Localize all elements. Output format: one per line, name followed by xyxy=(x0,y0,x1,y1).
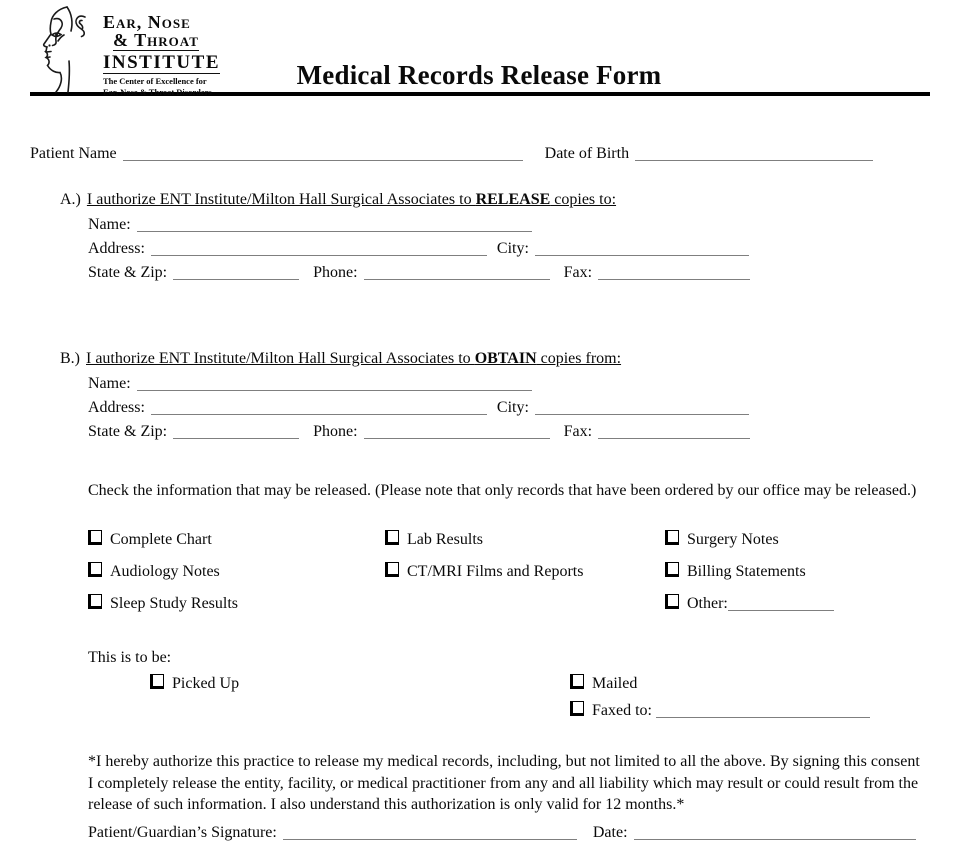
date-blank[interactable] xyxy=(634,824,916,840)
section-b-name-blank[interactable] xyxy=(137,375,532,391)
checkbox-label: Faxed to: xyxy=(592,702,652,719)
name-label: Name: xyxy=(88,216,131,233)
checkbox-icon[interactable] xyxy=(665,594,679,609)
checkbox-label: Complete Chart xyxy=(110,531,212,548)
section-b-obtain xyxy=(60,349,930,444)
checkbox-item-mailed[interactable] xyxy=(570,674,918,694)
section-b-heading xyxy=(60,349,930,369)
checkbox-icon[interactable] xyxy=(570,701,584,716)
section-a-city-blank[interactable] xyxy=(535,240,749,256)
section-b-obtain-keyword: OBTAIN xyxy=(474,350,537,367)
checkbox-icon[interactable] xyxy=(570,674,584,689)
checkbox-item-lab-results[interactable] xyxy=(385,530,665,550)
section-a-fields xyxy=(88,213,930,285)
checkbox-icon[interactable] xyxy=(385,530,399,545)
section-a-name-row xyxy=(88,213,930,237)
records-checklist xyxy=(88,530,918,614)
section-a-heading xyxy=(60,190,930,210)
logo-name-line2: & Throat xyxy=(113,30,199,50)
name-label: Name: xyxy=(88,375,131,392)
date-label: Date: xyxy=(592,823,628,841)
state-zip-label: State & Zip: xyxy=(88,264,168,281)
section-b-statezip-blank[interactable] xyxy=(173,423,299,439)
delivery-options xyxy=(88,674,918,721)
section-a-index: A.) xyxy=(60,191,81,208)
delivery-label: This is to be: xyxy=(88,649,172,666)
checklist-empty-cell xyxy=(385,594,665,614)
checkbox-item-other[interactable] xyxy=(665,594,918,614)
logo-name-line3: INSTITUTE xyxy=(103,52,220,73)
section-b-authorize-post: copies from: xyxy=(536,350,622,367)
fax-label: Fax: xyxy=(563,264,593,281)
section-a-statezip-row xyxy=(88,261,930,285)
phone-label: Phone: xyxy=(313,264,358,281)
checkbox-item-complete-chart[interactable] xyxy=(88,530,385,550)
section-a-address-row xyxy=(88,237,930,261)
section-b-name-row xyxy=(88,372,930,396)
fax-label: Fax: xyxy=(563,423,593,440)
signature-row xyxy=(88,822,930,844)
section-b-fax-blank[interactable] xyxy=(598,423,750,439)
checkbox-icon[interactable] xyxy=(665,562,679,577)
checkbox-icon[interactable] xyxy=(88,594,102,609)
faxed-to-blank[interactable] xyxy=(656,702,870,718)
checkbox-label: Sleep Study Results xyxy=(110,595,239,612)
section-a-statezip-blank[interactable] xyxy=(173,264,299,280)
date-of-birth-blank[interactable] xyxy=(635,145,873,161)
checkbox-item-faxed-to[interactable] xyxy=(570,701,918,721)
form-title: Medical Records Release Form xyxy=(296,60,662,90)
checkbox-icon[interactable] xyxy=(385,562,399,577)
release-note-text: Check the information that may be released. (Please note that only records that have been ordered by our office may be released.) xyxy=(88,482,917,499)
logo-name-line1: Ear, Nose xyxy=(103,12,191,32)
state-zip-label: State & Zip: xyxy=(88,423,168,440)
section-b-phone-blank[interactable] xyxy=(364,423,550,439)
section-a-name-blank[interactable] xyxy=(137,216,532,232)
address-label: Address: xyxy=(88,399,145,416)
section-a-address-blank[interactable] xyxy=(151,240,487,256)
checkbox-icon[interactable] xyxy=(88,530,102,545)
checkbox-item-surgery-notes[interactable] xyxy=(665,530,918,550)
phone-label: Phone: xyxy=(313,423,358,440)
checkbox-label: Mailed xyxy=(592,675,638,692)
logo-tagline-line2: Ear, Nose & Throat Disorders xyxy=(103,86,212,97)
section-b-address-row xyxy=(88,396,930,420)
form-header xyxy=(0,0,958,97)
section-a-authorize-post: copies to: xyxy=(550,191,617,208)
checkbox-label: CT/MRI Films and Reports xyxy=(407,563,584,580)
delivery-empty-cell xyxy=(88,701,570,721)
authorization-statement: *I hereby authorize this practice to release my medical records, including, but not limited to all the above. By signing this consent I completely release the entity, facility, or medical practitioner from any and all liability which may result or could result from the release of such information. I also understand this authorization is only valid for 12 months.* xyxy=(88,753,920,813)
patient-identity-row xyxy=(30,144,930,164)
delivery-method-section xyxy=(88,648,918,721)
address-label: Address: xyxy=(88,240,145,257)
section-b-fields xyxy=(88,372,930,444)
signature-label: Patient/Guardian’s Signature: xyxy=(88,823,277,841)
city-label: City: xyxy=(496,240,529,257)
city-label: City: xyxy=(496,399,529,416)
section-a-release xyxy=(60,190,930,285)
checkbox-label: Audiology Notes xyxy=(110,563,220,580)
checkbox-label: Lab Results xyxy=(407,531,483,548)
section-b-authorize-pre: I authorize ENT Institute/Milton Hall Surgical Associates to xyxy=(86,350,475,367)
section-b-address-blank[interactable] xyxy=(151,399,487,415)
checkbox-label: Other: xyxy=(687,595,728,612)
checkbox-item-audiology-notes[interactable] xyxy=(88,562,385,582)
checkbox-icon[interactable] xyxy=(150,674,164,689)
patient-name-blank[interactable] xyxy=(123,145,523,161)
signature-blank[interactable] xyxy=(283,824,577,840)
section-a-release-keyword: RELEASE xyxy=(475,191,551,208)
section-a-fax-blank[interactable] xyxy=(598,264,750,280)
checkbox-label: Picked Up xyxy=(172,675,240,692)
checkbox-label: Billing Statements xyxy=(687,563,806,580)
checkbox-item-ct-mri-films[interactable] xyxy=(385,562,665,582)
checkbox-icon[interactable] xyxy=(88,562,102,577)
section-b-city-blank[interactable] xyxy=(535,399,749,415)
section-b-index: B.) xyxy=(60,350,80,367)
patient-name-label: Patient Name xyxy=(30,145,117,162)
section-a-authorize-pre: I authorize ENT Institute/Milton Hall Surgical Associates to xyxy=(86,191,476,208)
checkbox-item-picked-up[interactable] xyxy=(150,674,570,694)
other-blank[interactable] xyxy=(728,595,834,611)
checkbox-icon[interactable] xyxy=(665,530,679,545)
checkbox-label: Surgery Notes xyxy=(687,531,779,548)
logo-tagline-line1: The Center of Excellence for xyxy=(103,76,207,86)
checkbox-item-billing-statements[interactable] xyxy=(665,562,918,582)
checkbox-item-sleep-study-results[interactable] xyxy=(88,594,385,614)
date-of-birth-label: Date of Birth xyxy=(544,145,630,162)
section-a-phone-blank[interactable] xyxy=(364,264,550,280)
section-b-statezip-row xyxy=(88,420,930,444)
